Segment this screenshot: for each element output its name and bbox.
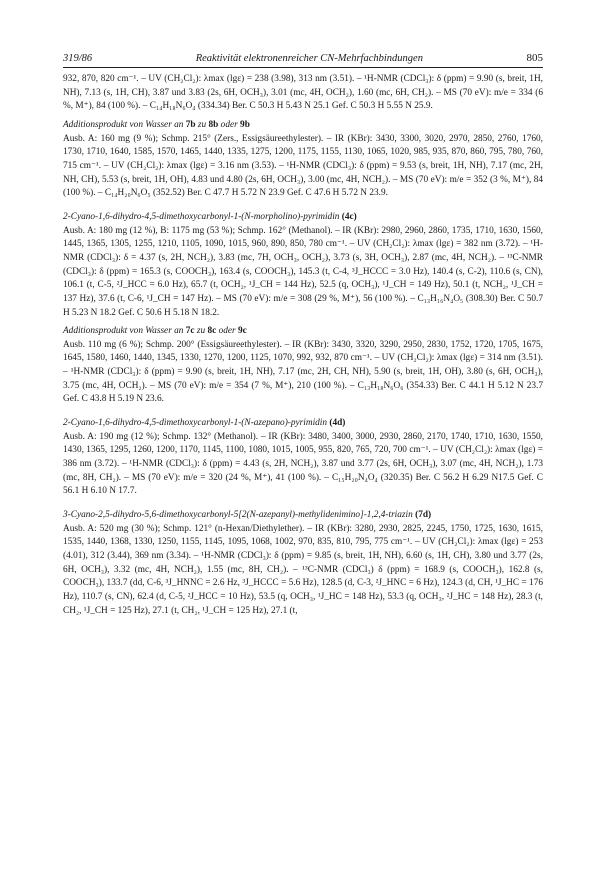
title-text: 3-Cyano-2,5-dihydro-5,6-dimethoxycarbonyl-5[2(N-azepanyl)-methylidenimino]-1,2,4-triazin xyxy=(63,510,416,521)
title-text: Additionsprodukt von Wasser an xyxy=(63,119,186,130)
compound-title xyxy=(63,325,543,339)
title-text: oder xyxy=(216,326,238,337)
title-text: 2-Cyano-1,6-dihydro-4,5-dimethoxycarbonyl-1-(N-azepano)-pyrimidin xyxy=(63,418,330,429)
compound-title xyxy=(63,211,543,225)
experimental-paragraph: Ausb. 110 mg (6 %); Schmp. 200° (Essigsäureethylester). – IR (KBr): 3430, 3320, 3290, 2950, 2830, 1752, 1720, 1705, 1675, 1645, 1580, 1460, 1440, 1345, 1330, 1270, 1200, 1125, 1070, 992, 932, 870 cm⁻¹. – UV (CH₂Cl₂): λmax (lgε) = 314 nm (3.51). – ¹H-NMR (CDCl₃): δ (ppm) = 9.90 (s, breit, 1H, NH), 7.17 (mc, 2H, CH, NH), 5.90 (s, breit, 1H, OH), 3.80 (s, 6H, OCH₃), 3.75 (mc, 4H, OCH₂). – MS (70 eV): m/e = 354 (7 %, M⁺), 210 (100 %). – C₁₃H₁₈N₆O₆ (354.33) Ber. C 44.1 H 5.12 N 23.7 Gef. C 43.8 H 5.19 N 23.6. xyxy=(63,339,543,405)
compound-number: (7d) xyxy=(415,510,432,521)
body-text xyxy=(63,73,543,618)
compound-number: 8c xyxy=(207,326,217,337)
compound-number: 9c xyxy=(237,326,247,337)
compound-title xyxy=(63,119,543,133)
page-number: 805 xyxy=(526,52,543,64)
experimental-paragraph: Ausb. A: 520 mg (30 %); Schmp. 121° (n-Hexan/Diethylether). – IR (KBr): 3280, 2930, 2825, 2245, 1750, 1725, 1630, 1615, 1535, 1440, 1368, 1330, 1250, 1155, 1145, 1095, 1068, 1002, 970, 835, 810, 795, 775 cm⁻¹. – UV (CH₂Cl₂): λmax (lgε) = 253 (4.01), 312 (3.44), 369 nm (3.34). – ¹H-NMR (CDCl₃): δ (ppm) = 9.85 (s, breit, 1H, NH), 6.60 (s, 1H, CH), 3.80 und 3.77 (2s, 6H, OCH₃), 3.32 (mc, 4H, NCH₂), 1.55 (mc, 8H, CH₂). – ¹³C-NMR (CDCl₃) δ (ppm) = 168.9 (s, COOCH₃), 162.8 (s, COOCH₃), 133.7 (dd, C-6, ³J_HNNC = 2.6 Hz, ³J_HCCC = 5.6 Hz), 128.5 (d, C-3, ²J_HNC = 6 Hz), 124.3 (d, CH, ¹J_HC = 176 Hz), 110.7 (s, CN), 62.4 (d, C-5, ²J_HCC = 10 Hz), 53.5 (q, OCH₃, ¹J_HC = 148 Hz), 53.3 (q, OCH₃, ²J_HC = 148 Hz), 28.3 (t, CH₂, ¹J_CH = 125 Hz), 27.1 (t, CH₂, ¹J_CH = 125 Hz), 27.1 (t, xyxy=(63,523,543,616)
header-rule xyxy=(63,67,543,68)
experimental-paragraph: Ausb. A: 190 mg (12 %); Schmp. 132° (Methanol). – IR (KBr): 3480, 3400, 3000, 2930, 2860, 2170, 1740, 1710, 1630, 1550, 1430, 1365, 1295, 1260, 1200, 1170, 1145, 1100, 1080, 1015, 1005, 955, 820, 765, 720, 700 cm⁻¹. – UV (CH₂Cl₂): λmax (lgε) = 386 nm (3.72). – ¹H-NMR (CDCl₃): δ (ppm) = 4.43 (s, 2H, NCH₂), 3.87 und 3.77 (2s, 6H, OCH₃), 3.07 (mc, 4H, NCH₂), 1.73 (mc, 8H, CH₂). – MS (70 eV): m/e = 320 (24 %, M⁺), 41 (100 %). – C₁₅H₂₀N₄O₄ (320.35) Ber. C 56.2 H 6.29 N17.5 Gef. C 56.1 H 6.10 N 17.7. xyxy=(63,431,543,497)
title-text: 2-Cyano-1,6-dihydro-4,5-dimethoxycarbonyl-1-(N-morpholino)-pyrimidin xyxy=(63,211,342,222)
compound-title xyxy=(63,417,543,431)
compound-title xyxy=(63,509,543,523)
compound-number: 8b xyxy=(208,119,219,130)
compound-number: (4c) xyxy=(341,211,357,222)
experimental-paragraph: Ausb. A: 180 mg (12 %), B: 1175 mg (53 %); Schmp. 162° (Methanol). – IR (KBr): 2980, 2960, 2860, 1735, 1710, 1630, 1560, 1445, 1365, 1305, 1255, 1210, 1105, 1090, 1015, 960, 890, 850, 780 cm⁻¹. – UV (CH₂Cl₂): λmax (lgε) = 382 nm (3.72). – ¹H-NMR (CDCl₃): δ = 4.37 (s, 2H, NCH₂), 3.83 (mc, 7H, OCH₃, OCH₂), 3.73 (s, 3H, OCH₃), 2.87 (mc, 4H, NCH₂). – ¹³C-NMR (CDCl₃): δ (ppm) = 165.3 (s, COOCH₃), 163.4 (s, COOCH₃), 145.3 (t, C-4, ³J_HCCC = 3.0 Hz), 140.4 (s, C-2), 110.6 (s, CN), 106.1 (t, C-5, ²J_HCC = 6.0 Hz), 65.7 (t, OCH₂, ¹J_CH = 144 Hz), 52.5 (q, OCH₃), ¹J_CH = 149 Hz), 50.1 (t, NCH₂, ¹J_CH = 137 Hz), 37.6 (t, C-6, ¹J_CH = 147 Hz). – MS (70 eV): m/e = 308 (29 %, M⁺), 56 (100 %). – C₁₃H₁₆N₄O₅ (308.30) Ber. C 50.7 H 5.23 N 18.2 Gef. C 50.6 H 5.18 N 18.2. xyxy=(63,225,543,318)
title-text: oder xyxy=(218,119,241,130)
issue-number: 319/86 xyxy=(63,53,93,64)
experimental-paragraph: 932, 870, 820 cm⁻¹. – UV (CH₂Cl₂): λmax (lgε) = 238 (3.98), 313 nm (3.51). – ¹H-NMR (CDCl₃): δ (ppm) = 9.90 (s, breit, 1H, NH), 7.13 (s, 1H, CH), 3.87 und 3.83 (2s, 6H, OCH₃), 3.01 (mc, 4H, OCH₂), 1.60 (mc, 6H, CH₂). – MS (70 eV): m/e = 334 (6 %, M⁺), 84 (100 %). – C₁₄H₁₈N₆O₄ (334.34) Ber. C 50.3 H 5.43 N 25.1 Gef. C 50.3 H 5.55 N 25.9. xyxy=(63,74,543,112)
running-header xyxy=(63,52,543,64)
compound-number: 7c xyxy=(185,326,195,337)
running-title: Reaktivität elektronenreicher CN-Mehrfachbindungen xyxy=(195,53,423,64)
title-text: zu xyxy=(195,119,209,130)
experimental-paragraph: Ausb. A: 160 mg (9 %); Schmp. 215° (Zers., Essigsäureethylester). – IR (KBr): 3430, 3300, 3020, 2970, 2850, 2760, 1760, 1730, 1710, 1640, 1585, 1570, 1465, 1440, 1335, 1275, 1200, 1175, 1155, 1130, 1065, 1020, 985, 935, 870, 860, 795, 780, 760, 715 cm⁻¹. – UV (CH₂Cl₂): λmax (lgε) = 3.16 nm (3.53). – ¹H-NMR (CDCl₃): δ (ppm) = 9.53 (s, breit, 1H, NH), 7.17 (mc, 2H, NH, CH), 5.53 (s, breit, 1H, OH), 4.83 und 4.80 (2s, 6H, OCH₃), 3.00 (mc, 4H, NCH₂). – MS (70 eV): m/e = 352 (3 %, M⁺), 84 (100 %). – C₁₄H₂₀N₆O₅ (352.52) Ber. C 47.7 H 5.72 N 23.9 Gef. C 47.6 H 5.72 N 23.9. xyxy=(63,133,543,199)
title-text: Additionsprodukt von Wasser an xyxy=(63,326,186,337)
title-text: zu xyxy=(194,326,208,337)
compound-number: (4d) xyxy=(329,418,346,429)
compound-number: 9b xyxy=(240,119,250,130)
compound-number: 7b xyxy=(185,119,196,130)
